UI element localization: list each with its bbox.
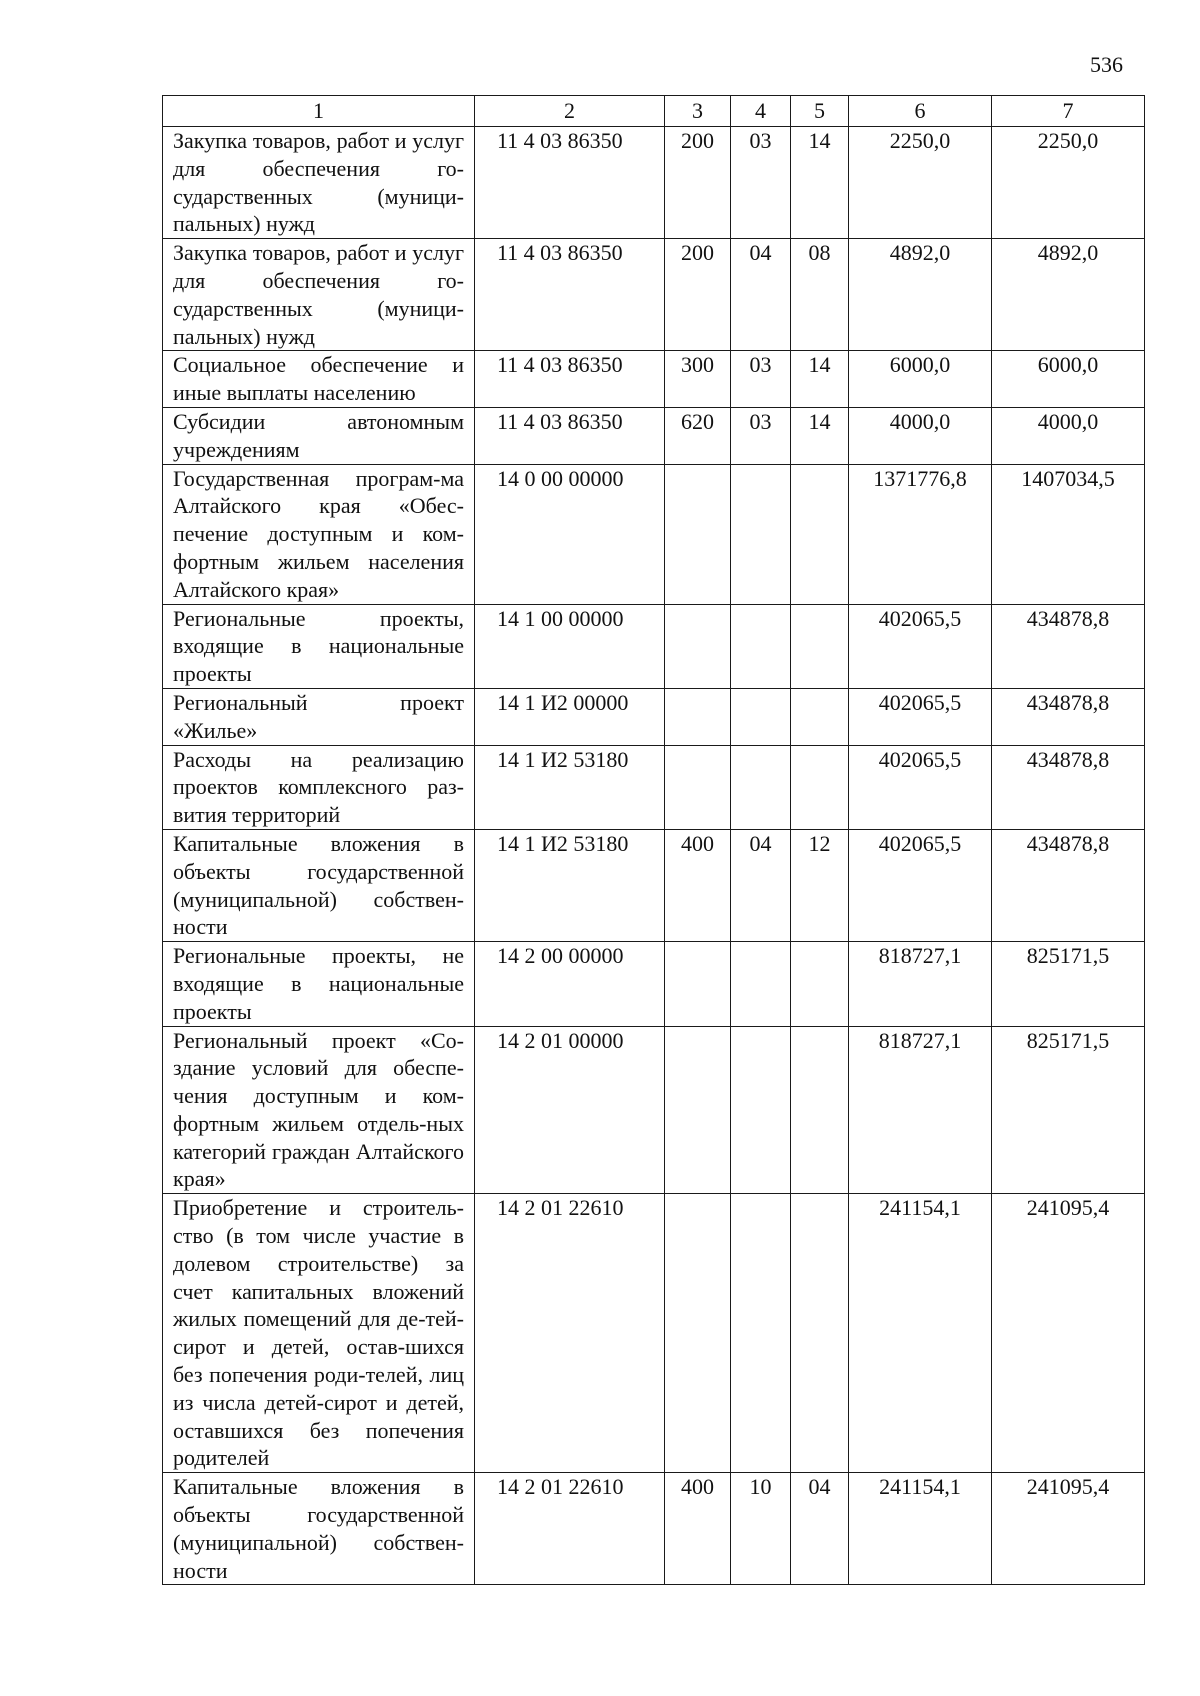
table-row bbox=[163, 464, 1145, 604]
row-code-cell: 14 2 01 00000 bbox=[475, 1026, 665, 1194]
row-col6-cell: 6000,0 bbox=[849, 351, 992, 408]
row-col6-cell: 402065,5 bbox=[849, 688, 992, 745]
row-code-cell: 14 1 И2 53180 bbox=[475, 745, 665, 829]
row-col6-cell: 818727,1 bbox=[849, 942, 992, 1026]
row-col4-cell: 10 bbox=[731, 1473, 791, 1585]
row-col5-cell bbox=[791, 1026, 849, 1194]
row-col3-cell bbox=[665, 942, 731, 1026]
column-header-5: 5 bbox=[791, 96, 849, 127]
column-header-7: 7 bbox=[992, 96, 1145, 127]
row-col3-cell bbox=[665, 688, 731, 745]
row-col7-cell: 241095,4 bbox=[992, 1473, 1145, 1585]
row-col5-cell: 04 bbox=[791, 1473, 849, 1585]
row-col7-cell: 825171,5 bbox=[992, 942, 1145, 1026]
row-name-cell: Расходы на реализацию проектов комплексного раз-вития территорий bbox=[163, 745, 475, 829]
table-row bbox=[163, 829, 1145, 941]
column-header-3: 3 bbox=[665, 96, 731, 127]
row-code-cell: 14 2 01 22610 bbox=[475, 1473, 665, 1585]
row-name-cell: Закупка товаров, работ и услуг для обеспечения го-сударственных (муници-пальных) нужд bbox=[163, 127, 475, 239]
row-col7-cell: 434878,8 bbox=[992, 745, 1145, 829]
table-row bbox=[163, 239, 1145, 351]
row-name-cell: Региональные проекты, не входящие в национальные проекты bbox=[163, 942, 475, 1026]
row-col5-cell: 12 bbox=[791, 829, 849, 941]
table-row bbox=[163, 745, 1145, 829]
row-name-cell: Капитальные вложения в объекты государственной (муниципальной) собствен-ности bbox=[163, 829, 475, 941]
row-col5-cell: 14 bbox=[791, 127, 849, 239]
table-row bbox=[163, 351, 1145, 408]
table-row bbox=[163, 1194, 1145, 1473]
row-name-cell: Региональный проект «Со-здание условий для обеспе-чения доступным и ком-фортным жильем отдель-ных категорий граждан Алтайского края» bbox=[163, 1026, 475, 1194]
row-col4-cell bbox=[731, 688, 791, 745]
row-col7-cell: 1407034,5 bbox=[992, 464, 1145, 604]
row-col7-cell: 6000,0 bbox=[992, 351, 1145, 408]
row-col5-cell: 14 bbox=[791, 351, 849, 408]
row-code-cell: 11 4 03 86350 bbox=[475, 351, 665, 408]
table-row bbox=[163, 407, 1145, 464]
row-col3-cell bbox=[665, 1194, 731, 1473]
row-code-cell: 14 1 00 00000 bbox=[475, 604, 665, 688]
row-code-cell: 14 1 И2 53180 bbox=[475, 829, 665, 941]
column-header-6: 6 bbox=[849, 96, 992, 127]
row-col4-cell: 03 bbox=[731, 407, 791, 464]
row-col3-cell: 400 bbox=[665, 1473, 731, 1585]
row-col4-cell bbox=[731, 1194, 791, 1473]
row-col3-cell: 200 bbox=[665, 239, 731, 351]
row-col6-cell: 402065,5 bbox=[849, 745, 992, 829]
row-name-cell: Капитальные вложения в объекты государственной (муниципальной) собствен-ности bbox=[163, 1473, 475, 1585]
row-col7-cell: 241095,4 bbox=[992, 1194, 1145, 1473]
row-col4-cell bbox=[731, 604, 791, 688]
row-name-cell: Региональные проекты, входящие в национальные проекты bbox=[163, 604, 475, 688]
row-col6-cell: 241154,1 bbox=[849, 1473, 992, 1585]
budget-table bbox=[162, 95, 1145, 1585]
page-number: 536 bbox=[1090, 52, 1123, 77]
row-col6-cell: 4000,0 bbox=[849, 407, 992, 464]
row-col6-cell: 1371776,8 bbox=[849, 464, 992, 604]
row-col3-cell bbox=[665, 1026, 731, 1194]
row-code-cell: 14 2 01 22610 bbox=[475, 1194, 665, 1473]
row-col4-cell bbox=[731, 745, 791, 829]
row-col4-cell: 03 bbox=[731, 351, 791, 408]
row-name-cell: Приобретение и строитель-ство (в том числе участие в долевом строительстве) за счет капитальных вложений жилых помещений для де-тей-сирот и детей, остав-шихся без попечения роди-телей, лиц из числа детей-сирот и детей, оставшихся без попечения родителей bbox=[163, 1194, 475, 1473]
row-col6-cell: 2250,0 bbox=[849, 127, 992, 239]
row-col3-cell bbox=[665, 604, 731, 688]
row-col6-cell: 818727,1 bbox=[849, 1026, 992, 1194]
row-col5-cell bbox=[791, 464, 849, 604]
row-code-cell: 14 1 И2 00000 bbox=[475, 688, 665, 745]
row-name-cell: Социальное обеспечение и иные выплаты населению bbox=[163, 351, 475, 408]
row-col7-cell: 825171,5 bbox=[992, 1026, 1145, 1194]
row-name-cell: Региональный проект «Жилье» bbox=[163, 688, 475, 745]
row-code-cell: 11 4 03 86350 bbox=[475, 407, 665, 464]
row-col6-cell: 402065,5 bbox=[849, 829, 992, 941]
row-col6-cell: 402065,5 bbox=[849, 604, 992, 688]
row-col4-cell: 04 bbox=[731, 239, 791, 351]
row-col5-cell bbox=[791, 745, 849, 829]
row-col4-cell bbox=[731, 942, 791, 1026]
table-row bbox=[163, 942, 1145, 1026]
row-col5-cell bbox=[791, 1194, 849, 1473]
row-col7-cell: 434878,8 bbox=[992, 829, 1145, 941]
row-col4-cell: 03 bbox=[731, 127, 791, 239]
row-code-cell: 11 4 03 86350 bbox=[475, 239, 665, 351]
row-col4-cell bbox=[731, 1026, 791, 1194]
row-col3-cell: 300 bbox=[665, 351, 731, 408]
row-col7-cell: 4892,0 bbox=[992, 239, 1145, 351]
row-name-cell: Закупка товаров, работ и услуг для обеспечения го-сударственных (муници-пальных) нужд bbox=[163, 239, 475, 351]
row-col5-cell: 08 bbox=[791, 239, 849, 351]
row-code-cell: 14 0 00 00000 bbox=[475, 464, 665, 604]
table-row bbox=[163, 1026, 1145, 1194]
row-col7-cell: 2250,0 bbox=[992, 127, 1145, 239]
row-col7-cell: 434878,8 bbox=[992, 604, 1145, 688]
row-code-cell: 14 2 00 00000 bbox=[475, 942, 665, 1026]
row-col6-cell: 241154,1 bbox=[849, 1194, 992, 1473]
table-body bbox=[163, 127, 1145, 1585]
row-col7-cell: 434878,8 bbox=[992, 688, 1145, 745]
row-col5-cell bbox=[791, 604, 849, 688]
table-row bbox=[163, 127, 1145, 239]
row-col4-cell bbox=[731, 464, 791, 604]
column-header-2: 2 bbox=[475, 96, 665, 127]
column-header-1: 1 bbox=[163, 96, 475, 127]
row-name-cell: Субсидии автономным учреждениям bbox=[163, 407, 475, 464]
row-col3-cell: 620 bbox=[665, 407, 731, 464]
row-col3-cell bbox=[665, 464, 731, 604]
row-col5-cell bbox=[791, 688, 849, 745]
row-col5-cell: 14 bbox=[791, 407, 849, 464]
row-col7-cell: 4000,0 bbox=[992, 407, 1145, 464]
row-name-cell: Государственная програм-ма Алтайского края «Обес-печение доступным и ком-фортным жильем населения Алтайского края» bbox=[163, 464, 475, 604]
row-code-cell: 11 4 03 86350 bbox=[475, 127, 665, 239]
row-col3-cell: 200 bbox=[665, 127, 731, 239]
row-col3-cell bbox=[665, 745, 731, 829]
table-row bbox=[163, 604, 1145, 688]
table-header-row bbox=[163, 96, 1145, 127]
column-header-4: 4 bbox=[731, 96, 791, 127]
table-row bbox=[163, 688, 1145, 745]
row-col5-cell bbox=[791, 942, 849, 1026]
row-col4-cell: 04 bbox=[731, 829, 791, 941]
row-col6-cell: 4892,0 bbox=[849, 239, 992, 351]
row-col3-cell: 400 bbox=[665, 829, 731, 941]
table-row bbox=[163, 1473, 1145, 1585]
